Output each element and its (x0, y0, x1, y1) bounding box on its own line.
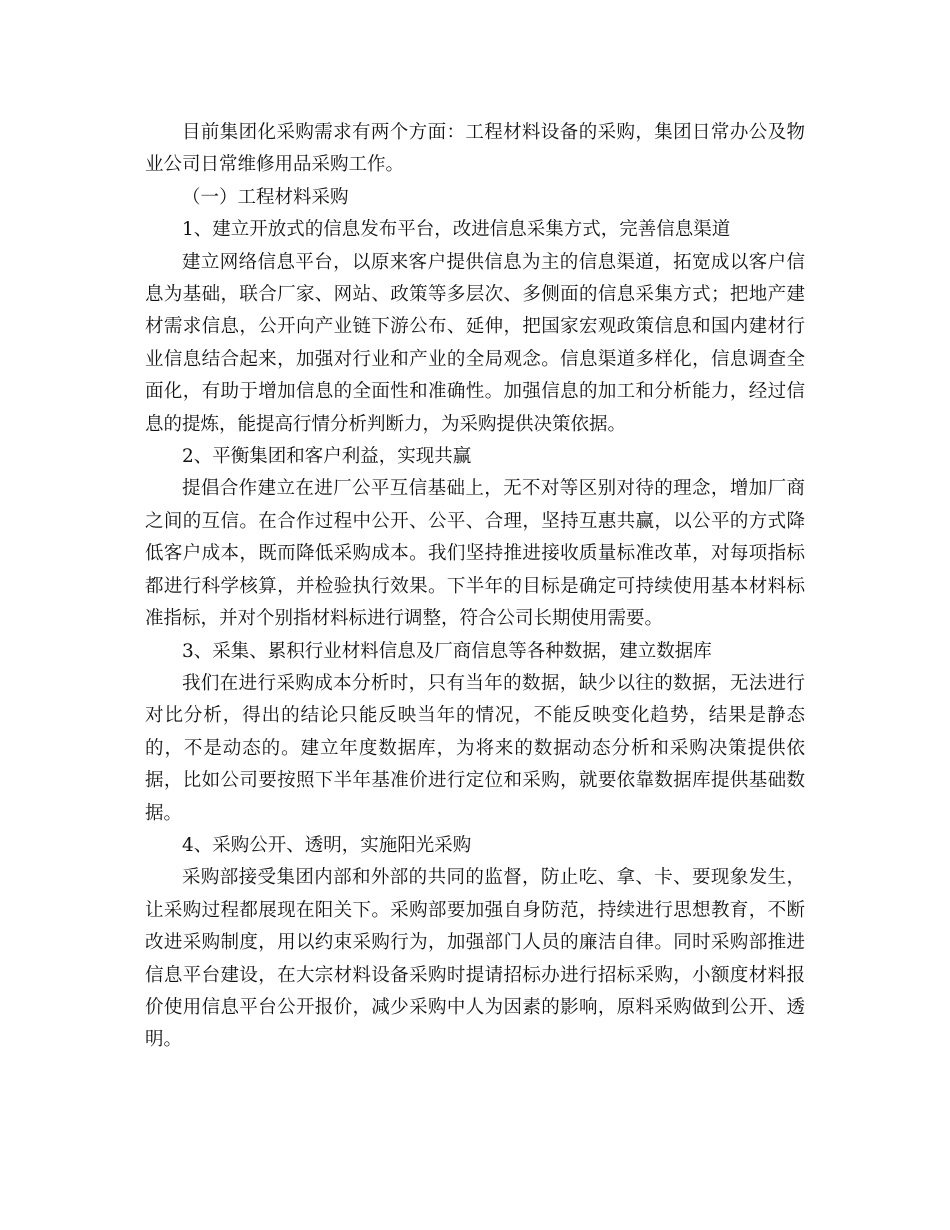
subheading-2: 2、平衡集团和客户利益，实现共赢 (182, 446, 472, 468)
subheading-1: 1、建立开放式的信息发布平台，改进信息采集方式，完善信息渠道 (182, 219, 731, 241)
body-paragraph-1: 建立网络信息平台，以原来客户提供信息为主的信息渠道，拓宽成以客户信息为基础，联合厂家、网站、政策等多层次、多侧面的信息采集方式；把地产建材需求信息，公开向产业链下游公布、延伸，把国家宏观政策信息和国内建材行业信息结合起来，加强对行业和产业的全局观念。信息渠道多样化，信息调查全面化，有助于增加信息的全面性和准确性。加强信息的加工和分析能力，经过信息的提炼，能提高行情分析判断力，为采购提供决策依据。 (145, 251, 805, 435)
intro-paragraph: 目前集团化采购需求有两个方面：工程材料设备的采购，集团日常办公及物业公司日常维修用品采购工作。 (145, 122, 805, 176)
body-paragraph-2: 提倡合作建立在进厂公平互信基础上，无不对等区别对待的理念，增加厂商之间的互信。在合作过程中公开、公平、合理，坚持互惠共赢，以公平的方式降低客户成本，既而降低采购成本。我们坚持推进接收质量标准改革，对每项指标都进行科学核算，并检验执行效果。下半年的目标是确定可持续使用基本材料标准指标，并对个别指材料标进行调整，符合公司长期使用需要。 (145, 478, 805, 630)
subheading-3: 3、采集、累积行业材料信息及厂商信息等各种数据，建立数据库 (182, 640, 712, 662)
section-heading-engineering-materials: （一）工程材料采购 (182, 186, 349, 208)
body-paragraph-4: 采购部接受集团内部和外部的共同的监督，防止吃、拿、卡、要现象发生，让采购过程都展现在阳关下。采购部要加强自身防范，持续进行思想教育，不断改进采购制度，用以约束采购行为，加强部门人员的廉洁自律。同时采购部推进信息平台建设，在大宗材料设备采购时提请招标办进行招标采购，小额度材料报价使用信息平台公开报价，减少采购中人为因素的影响，原料采购做到公开、透明。 (145, 867, 805, 1051)
body-paragraph-3: 我们在进行采购成本分析时，只有当年的数据，缺少以往的数据，无法进行对比分析，得出的结论只能反映当年的情况，不能反映变化趋势，结果是静态的，不是动态的。建立年度数据库，为将来的数据动态分析和采购决策提供依据，比如公司要按照下半年基准价进行定位和采购，就要依靠数据库提供基础数据。 (145, 672, 805, 824)
subheading-4: 4、采购公开、透明，实施阳光采购 (182, 834, 472, 856)
document-body (145, 117, 805, 1057)
